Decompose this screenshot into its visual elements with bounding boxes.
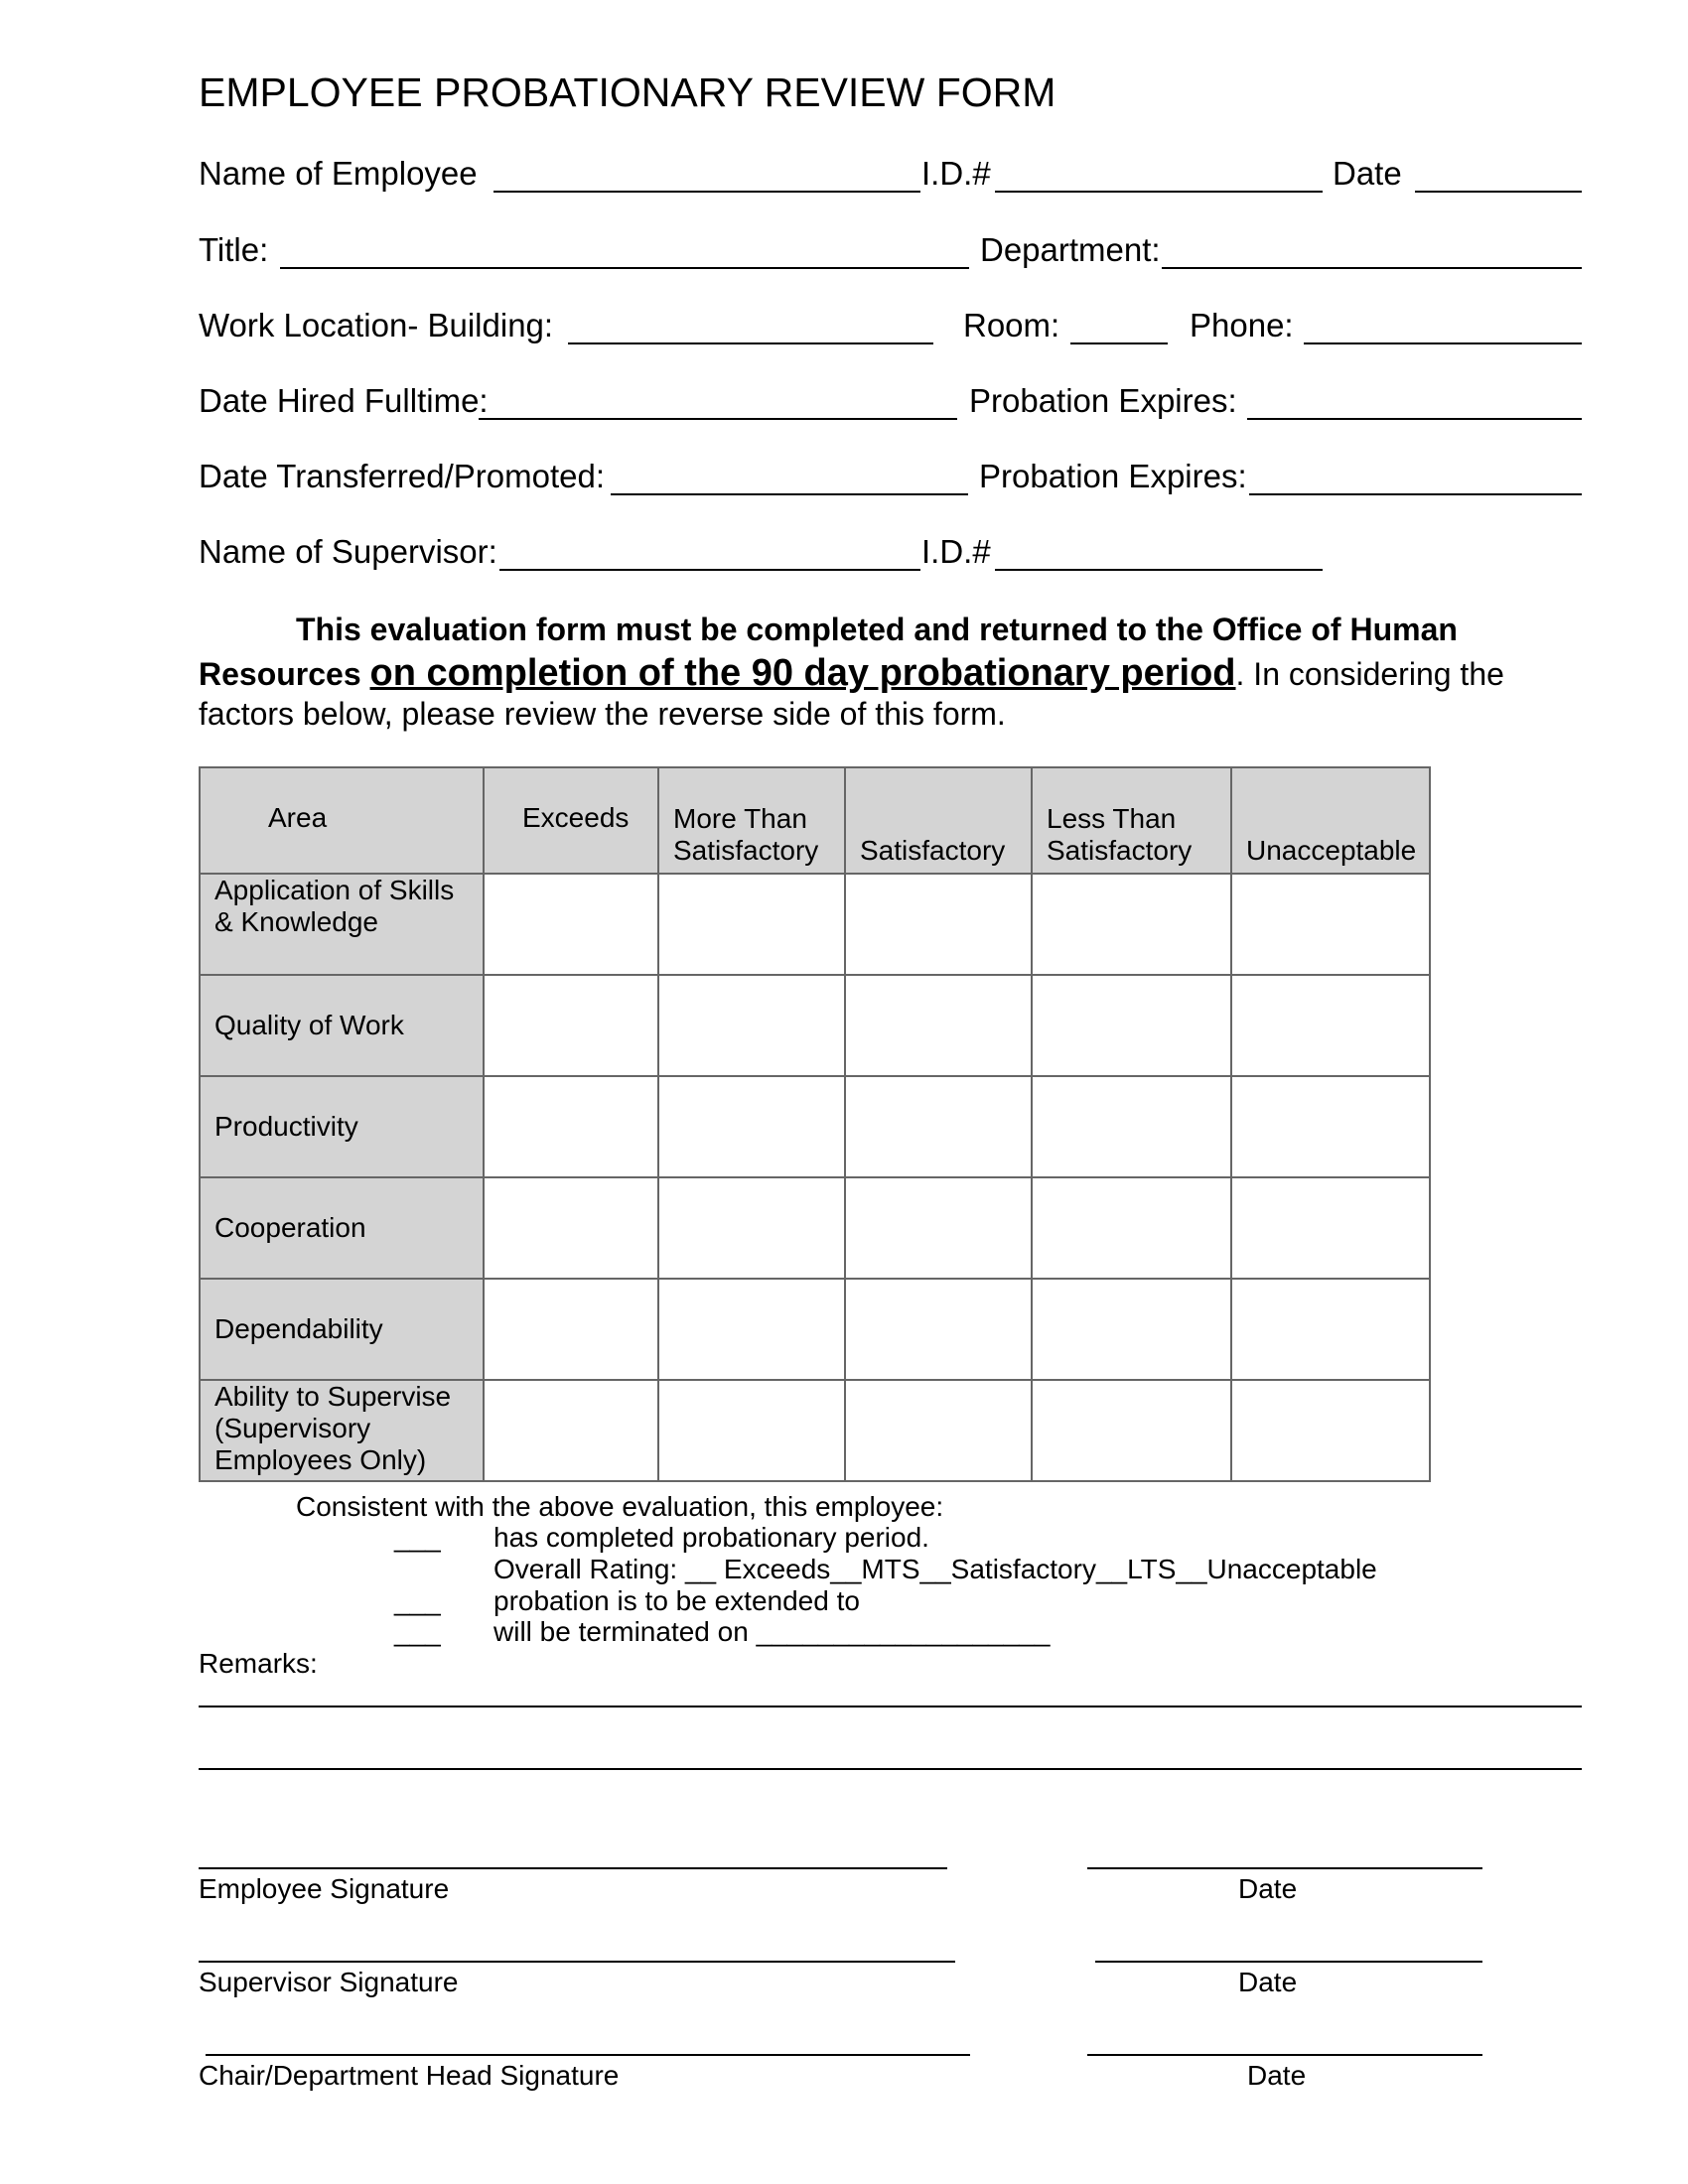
overall-rating: Overall Rating: __ Exceeds__MTS__Satisfactory__LTS__Unacceptable: [493, 1554, 1377, 1584]
area-productivity: Productivity: [200, 1076, 484, 1177]
department-field[interactable]: [1162, 267, 1582, 269]
instructions-rest-2: factors below, please review the reverse side of this form.: [199, 696, 1006, 732]
option-completed-label: has completed probationary period.: [493, 1522, 929, 1553]
instructions-emphasis: on completion of the 90 day probationary period: [369, 652, 1236, 694]
employee-date-line[interactable]: [1087, 1867, 1482, 1869]
name-of-employee-field[interactable]: [493, 191, 920, 193]
employee-signature-label: Employee Signature: [199, 1873, 450, 1904]
room-field[interactable]: [1070, 342, 1168, 344]
employee-date-label: Date: [1238, 1873, 1298, 1904]
instructions: [199, 608, 1589, 736]
table-row: [200, 975, 1430, 1076]
rating-cell[interactable]: [484, 1177, 658, 1279]
remarks-label: Remarks:: [199, 1648, 318, 1679]
label-id-supervisor: I.D.#: [921, 533, 991, 570]
rating-cell[interactable]: [1231, 1279, 1430, 1380]
option-terminated-checkbox[interactable]: ___: [394, 1616, 441, 1647]
remarks-line-1[interactable]: [199, 1706, 1582, 1707]
rating-cell[interactable]: [1032, 1279, 1231, 1380]
rating-cell[interactable]: [484, 1380, 658, 1481]
table-row: [200, 1177, 1430, 1279]
label-date: Date: [1333, 155, 1402, 192]
header-unacceptable: Unacceptable: [1231, 767, 1430, 874]
date-transferred-field[interactable]: [611, 493, 968, 495]
rating-cell[interactable]: [1231, 1380, 1430, 1481]
phone-field[interactable]: [1304, 342, 1582, 344]
area-skills: Application of Skills & Knowledge: [200, 874, 484, 975]
option-extended-label: probation is to be extended to: [493, 1585, 860, 1616]
label-date-hired: Date Hired Fulltime:: [199, 382, 489, 419]
header-exceeds: Exceeds: [484, 767, 658, 874]
building-field[interactable]: [568, 342, 933, 344]
label-phone: Phone:: [1190, 307, 1294, 343]
rating-cell[interactable]: [658, 1279, 845, 1380]
label-date-transferred: Date Transferred/Promoted:: [199, 458, 606, 494]
rating-cell[interactable]: [1032, 1076, 1231, 1177]
probation-expires-2-field[interactable]: [1249, 493, 1582, 495]
instructions-bold-1: This evaluation form must be completed and returned to the Office of Human: [296, 612, 1458, 647]
form-title: EMPLOYEE PROBATIONARY REVIEW FORM: [199, 69, 1056, 115]
rating-cell[interactable]: [1231, 1076, 1430, 1177]
chair-date-label: Date: [1247, 2060, 1307, 2091]
table-row: [200, 874, 1430, 975]
chair-signature-label: Chair/Department Head Signature: [199, 2060, 620, 2091]
table-row: [200, 1380, 1430, 1481]
rating-cell[interactable]: [484, 874, 658, 975]
area-dependability: Dependability: [200, 1279, 484, 1380]
supervisor-date-line[interactable]: [1095, 1961, 1482, 1963]
name-of-supervisor-field[interactable]: [499, 569, 920, 571]
chair-date-line[interactable]: [1087, 2054, 1482, 2056]
rating-cell[interactable]: [1231, 1177, 1430, 1279]
label-department: Department:: [980, 231, 1161, 268]
date-field[interactable]: [1415, 191, 1582, 193]
employee-id-field[interactable]: [995, 191, 1323, 193]
probation-expires-1-field[interactable]: [1247, 418, 1582, 420]
rating-cell[interactable]: [1032, 1380, 1231, 1481]
outcome-intro: Consistent with the above evaluation, this employee:: [296, 1491, 944, 1522]
supervisor-id-field[interactable]: [995, 569, 1323, 571]
rating-cell[interactable]: [1231, 975, 1430, 1076]
employee-signature-line[interactable]: [199, 1867, 947, 1869]
option-terminated-label: will be terminated on ___________________: [493, 1616, 1051, 1647]
instructions-bold-2: Resources: [199, 656, 361, 692]
rating-cell[interactable]: [658, 874, 845, 975]
title-field[interactable]: [280, 267, 969, 269]
rating-cell[interactable]: [845, 975, 1032, 1076]
label-room: Room:: [963, 307, 1060, 343]
rating-cell[interactable]: [1032, 975, 1231, 1076]
label-name-of-employee: Name of Employee: [199, 155, 478, 192]
rating-cell[interactable]: [845, 1177, 1032, 1279]
table-row: [200, 1076, 1430, 1177]
header-more-than-satisfactory: More Than Satisfactory: [658, 767, 845, 874]
chair-signature-line[interactable]: [206, 2054, 970, 2056]
label-title: Title:: [199, 231, 269, 268]
rating-cell[interactable]: [845, 1076, 1032, 1177]
table-header-row: [200, 767, 1430, 874]
instructions-rest: . In considering the: [1235, 656, 1504, 692]
rating-table: [199, 766, 1431, 1482]
rating-cell[interactable]: [845, 1380, 1032, 1481]
rating-cell[interactable]: [1032, 1177, 1231, 1279]
rating-cell[interactable]: [845, 874, 1032, 975]
label-probation-expires-2: Probation Expires:: [979, 458, 1247, 494]
header-less-than-satisfactory: Less Than Satisfactory: [1032, 767, 1231, 874]
rating-cell[interactable]: [1032, 874, 1231, 975]
header-area: Area: [200, 767, 484, 874]
header-satisfactory: Satisfactory: [845, 767, 1032, 874]
area-ability-to-supervise: Ability to Supervise (Supervisory Employees Only): [200, 1380, 484, 1481]
date-hired-field[interactable]: [479, 418, 957, 420]
rating-cell[interactable]: [845, 1279, 1032, 1380]
area-cooperation: Cooperation: [200, 1177, 484, 1279]
option-extended-checkbox[interactable]: ___: [394, 1585, 441, 1616]
label-id-employee: I.D.#: [921, 155, 991, 192]
supervisor-signature-line[interactable]: [199, 1961, 955, 1963]
rating-cell[interactable]: [658, 1076, 845, 1177]
supervisor-signature-label: Supervisor Signature: [199, 1967, 459, 1997]
supervisor-date-label: Date: [1238, 1967, 1298, 1997]
rating-cell[interactable]: [658, 1177, 845, 1279]
area-quality: Quality of Work: [200, 975, 484, 1076]
rating-cell[interactable]: [658, 975, 845, 1076]
table-row: [200, 1279, 1430, 1380]
rating-cell[interactable]: [484, 1076, 658, 1177]
rating-cell[interactable]: [1231, 874, 1430, 975]
option-completed-checkbox[interactable]: ___: [394, 1522, 441, 1553]
rating-cell[interactable]: [658, 1380, 845, 1481]
rating-cell[interactable]: [484, 975, 658, 1076]
label-name-of-supervisor: Name of Supervisor:: [199, 533, 497, 570]
remarks-line-2[interactable]: [199, 1768, 1582, 1770]
label-probation-expires-1: Probation Expires:: [969, 382, 1237, 419]
rating-cell[interactable]: [484, 1279, 658, 1380]
label-work-location: Work Location- Building:: [199, 307, 554, 343]
